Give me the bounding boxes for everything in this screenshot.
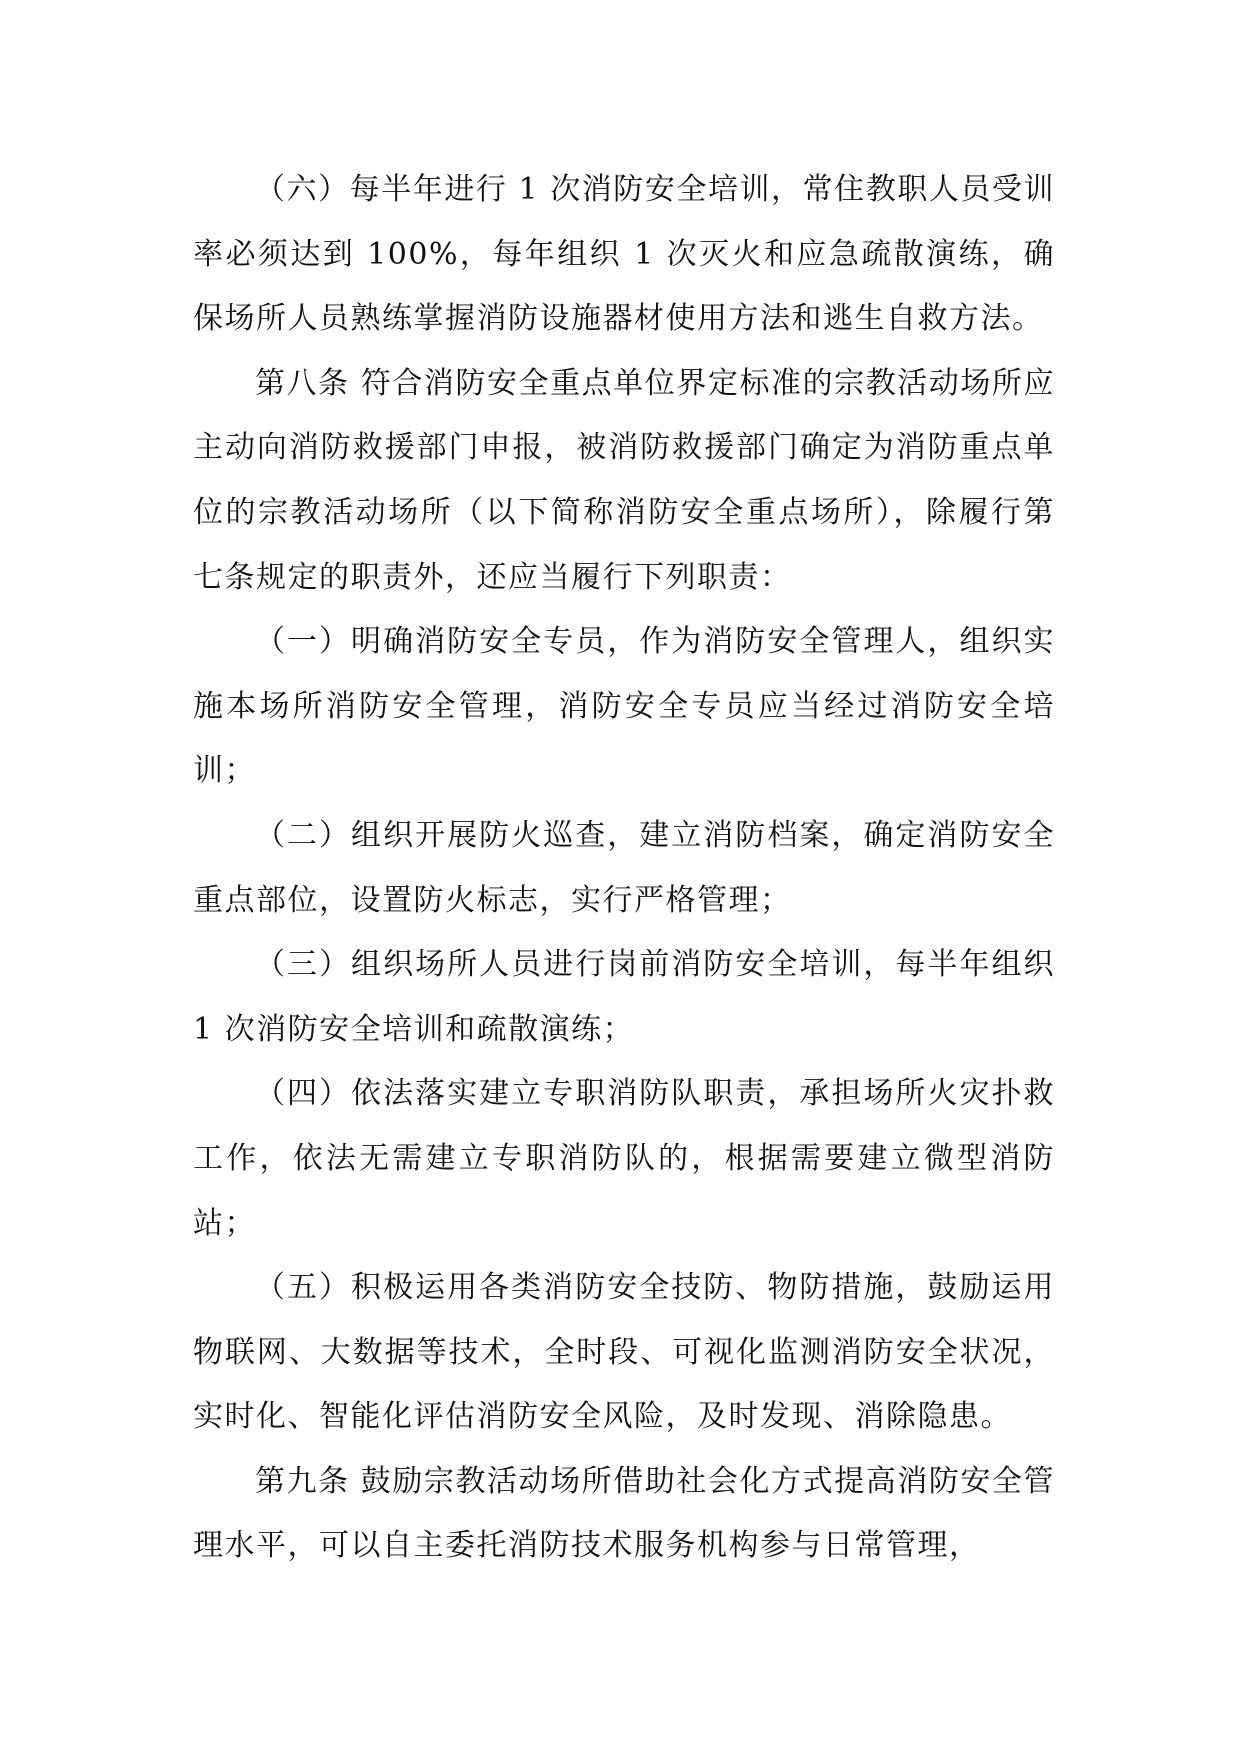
paragraph-item-6: （六）每半年进行 1 次消防安全培训，常住教职人员受训率必须达到 100%，每年组织 1 次灭火和应急疏散演练，确保场所人员熟练掌握消防设施器材使用方法和逃生自救方法。 <box>193 172 1055 337</box>
article-8-paragraph: 第八条 符合消防安全重点单位界定标准的宗教活动场所应主动向消防救援部门申报，被消防救援部门确定为消防重点单位的宗教活动场所（以下简称消防安全重点场所），除履行第七条规定的职责外，还应当履行下列职责： <box>193 365 1055 595</box>
paragraph-item-2: （二）组织开展防火巡查，建立消防档案，确定消防安全重点部位，设置防火标志，实行严格管理； <box>193 817 1055 918</box>
article-9-paragraph: 第九条 鼓励宗教活动场所借助社会化方式提高消防安全管理水平，可以自主委托消防技术服务机构参与日常管理， <box>193 1463 1055 1564</box>
paragraph-item-4: （四）依法落实建立专职消防队职责，承担场所火灾扑救工作，依法无需建立专职消防队的，根据需要建立微型消防站； <box>193 1076 1055 1241</box>
paragraph-item-3: （三）组织场所人员进行岗前消防安全培训，每半年组织 1 次消防安全培训和疏散演练； <box>193 947 1055 1047</box>
paragraph-item-1: （一）明确消防安全专员，作为消防安全管理人，组织实施本场所消防安全管理，消防安全专员应当经过消防安全培训； <box>193 624 1055 789</box>
paragraph-item-5: （五）积极运用各类消防安全技防、物防措施，鼓励运用物联网、大数据等技术，全时段、可视化监测消防安全状况，实时化、智能化评估消防安全风险，及时发现、消除隐患。 <box>193 1270 1055 1435</box>
document-page <box>193 158 1055 1579</box>
